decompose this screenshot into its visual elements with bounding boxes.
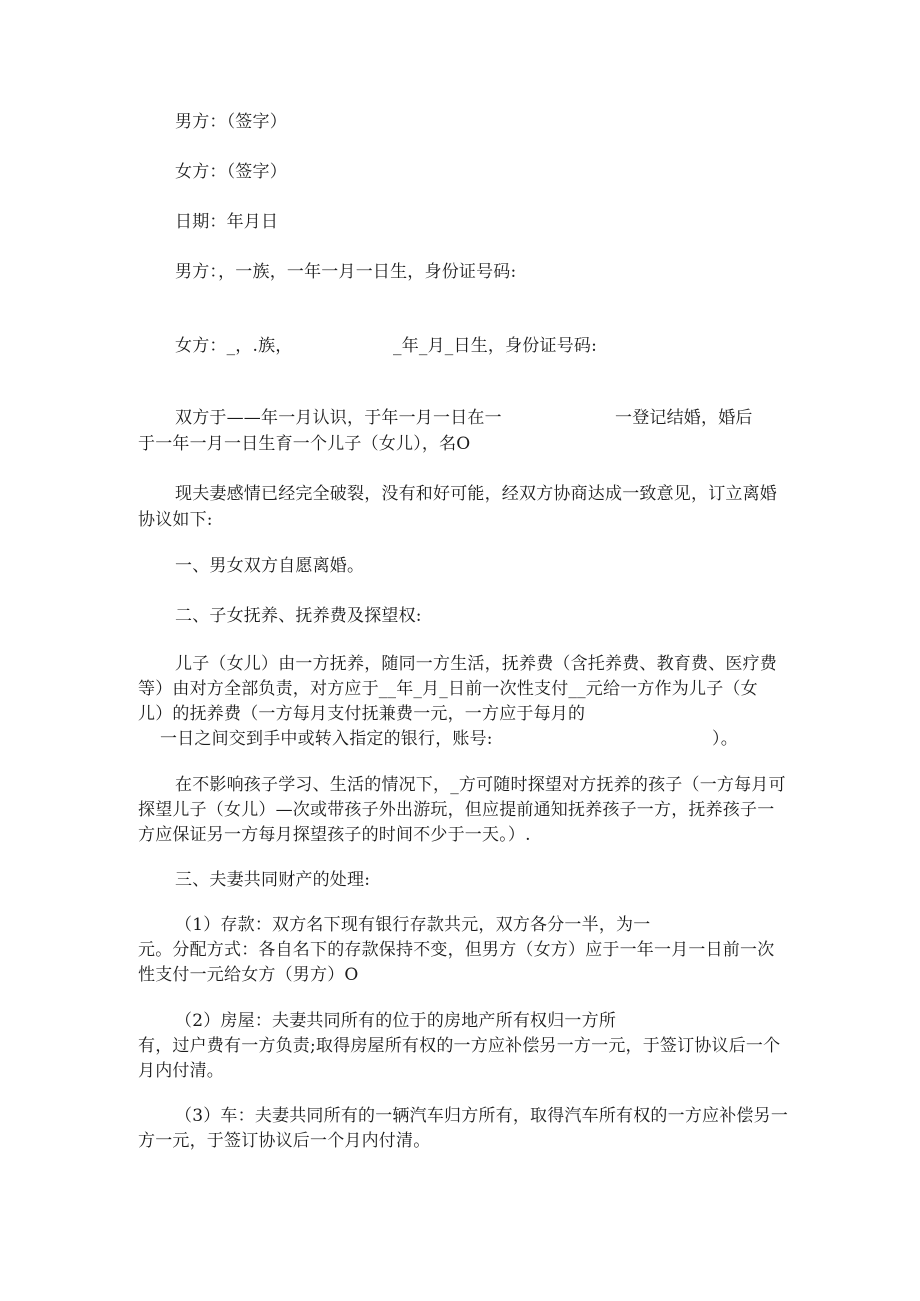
section-one-heading: 一、男女双方自愿离婚。 (175, 556, 365, 576)
custody-line4-part2: ）。 (712, 729, 738, 749)
intro-line1-part1: 双方于——年一月认识，于年一月一日在一 (175, 408, 502, 428)
deposit-line1: （1）存款：双方名下现有银行存款共元，双方各分一半，为一 (175, 915, 651, 935)
intro-line1-part2: 一登记结婚，婚后 (615, 408, 753, 428)
male-info-line: 男方：，一族，一年一月一日生，身份证号码: (175, 262, 517, 282)
custody-line1: 儿子（女儿）由一方抚养，随同一方生活，抚养费（含托养费、教育费、医疗费 (175, 654, 777, 674)
female-info-line-part1: 女方：_，.族， (175, 336, 293, 356)
house-line2: 有，过户费有一方负责;取得房屋所有权的一方应补偿另一方一元，于签订协议后一个 (138, 1036, 781, 1056)
car-line2: 方一元，于签订协议后一个月内付清。 (138, 1131, 431, 1151)
visitation-line1: 在不影响孩子学习、生活的情况下，_方可随时探望对方抚养的孩子（一方每月可 (175, 775, 786, 795)
custody-line3: 儿）的抚养费（一方每月支付抚兼费一元，一方应于每月的 (138, 704, 586, 724)
section-three-heading: 三、夫妻共同财产的处理: (175, 870, 371, 890)
statement-line2: 协议如下: (138, 510, 213, 530)
deposit-line2: 元。分配方式：各自名下的存款保持不变，但男方（女方）应于一年一月一日前一次 (138, 940, 775, 960)
visitation-line3: 方应保证另一方每月探望孩子的时间不少于一天。）. (138, 825, 531, 845)
house-line3: 月内付清。 (138, 1061, 224, 1081)
intro-line2: 于一年一月一日生育一个儿子（女儿），名O (138, 434, 471, 454)
male-signature-line: 男方：（签字） (175, 112, 287, 132)
date-line: 日期：年月日 (175, 212, 279, 232)
deposit-line3: 性支付一元给女方（男方）O (138, 965, 359, 985)
female-signature-line: 女方：（签字） (175, 162, 287, 182)
custody-line2: 等）由对方全部负责，对方应于__年_月_日前一次性支付__元给一方作为儿子（女 (138, 679, 758, 699)
section-two-heading: 二、子女抚养、抚养费及探望权: (175, 606, 422, 626)
house-line1: （2）房屋：夫妻共同所有的位于的房地产所有权归一方所 (175, 1011, 617, 1031)
statement-line1: 现夫妻感情已经完全破裂，没有和好可能，经双方协商达成一致意见，订立离婚 (175, 484, 777, 504)
custody-line4-part1: 一日之间交到手中或转入指定的银行，账号: (160, 729, 493, 749)
visitation-line2: 探望儿子（女儿）—次或带孩子外出游玩，但应提前通知抚养孩子一方，抚养孩子一 (138, 800, 775, 820)
car-line1: （3）车：夫妻共同所有的一辆汽车归方所有，取得汽车所有权的一方应补偿另一 (175, 1106, 789, 1126)
female-info-line-part2: _年_月_日生，身份证号码: (393, 336, 598, 356)
